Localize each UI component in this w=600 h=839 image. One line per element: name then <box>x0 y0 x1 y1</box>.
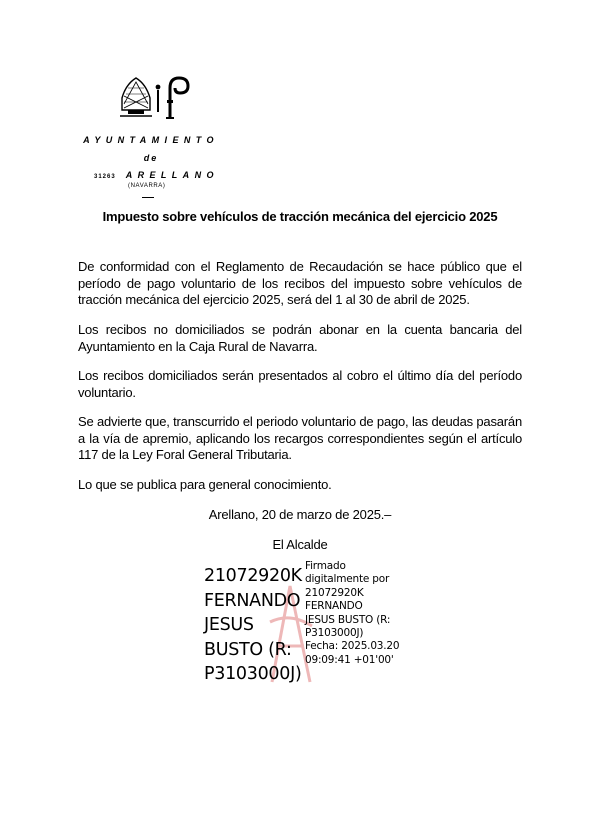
coat-of-arms-icon <box>116 74 196 120</box>
signature-details <box>305 560 415 667</box>
header-divider <box>142 197 154 198</box>
signature-detail-line: digitalmente por <box>305 573 390 586</box>
signature-detail-line: FERNANDO <box>305 600 363 613</box>
signature-detail-line: 21072920K <box>305 586 364 599</box>
document-title: Impuesto sobre vehículos de tracción mecánica del ejercicio 2025 <box>102 209 498 224</box>
signer-line: JESUS <box>204 615 254 635</box>
paragraph-2: Los recibos no domiciliados se podrán abonar en la cuenta bancaria del Ayuntamiento en la Caja Rural de Navarra. <box>78 322 522 354</box>
signature-detail-line: Fecha: 2025.03.20 <box>305 640 400 653</box>
signer-line: FERNANDO <box>204 590 301 611</box>
signature-detail-line: P3103000J) <box>305 627 364 640</box>
paragraph-5: Lo que se publica para general conocimiento. <box>78 477 332 492</box>
org-address-line <box>94 170 219 180</box>
mayor-title: El Alcalde <box>272 537 328 552</box>
paragraph-4: Se advierte que, transcurrido el periodo voluntario de pago, las deudas pasarán a la vía de apremio, aplicando los recargos correspondientes según el artículo 117 de la Ley Foral General Tributaria. <box>78 414 522 462</box>
town-name: ARELLANO <box>125 170 219 180</box>
date-line: Arellano, 20 de marzo de 2025.– <box>208 507 392 522</box>
signature-detail-line: 09:09:41 +01'00' <box>305 653 394 666</box>
paragraph-1: De conformidad con el Reglamento de Recaudación se hace público que el período de pago voluntario de los recibos del impuesto sobre vehículos de tracción mecánica del ejercicio 2025, será del 1 al 30 de abril de 2025. <box>78 259 522 307</box>
signer-line: P3103000J) <box>204 664 302 684</box>
region-name: (NAVARRA) <box>128 183 166 189</box>
signer-name-block <box>204 564 314 687</box>
signer-line: 21072920K <box>204 566 302 586</box>
postal-code: 31263 <box>94 174 116 180</box>
signature-detail-line: Firmado <box>305 560 346 572</box>
signature-detail-line: JESUS BUSTO (R: <box>305 613 391 626</box>
paragraph-3: Los recibos domiciliados serán presentados al cobro el último día del período voluntario. <box>78 368 522 400</box>
org-de: de <box>143 153 159 163</box>
digital-signature <box>204 560 414 690</box>
org-name: AYUNTAMIENTO <box>83 135 219 145</box>
signer-line: BUSTO (R: <box>204 639 292 660</box>
